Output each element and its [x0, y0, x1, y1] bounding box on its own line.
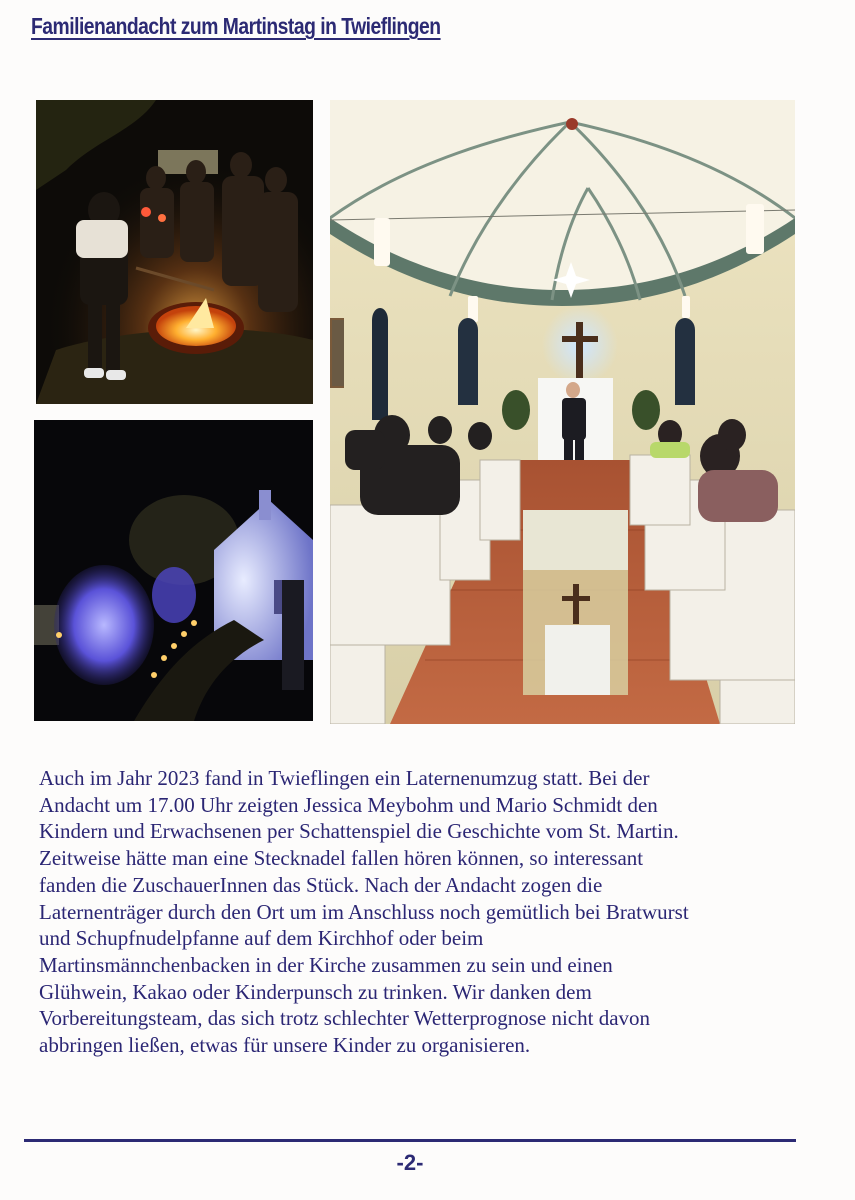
footer-divider — [24, 1139, 796, 1142]
page-number: -2- — [396, 1150, 424, 1175]
article-body: Auch im Jahr 2023 fand in Twieflingen ein Laternenumzug statt. Bei der Andacht um 17.00 Uhr zeigten Jessica Meybohm und Mario Schmidt den Kindern und Erwachsenen per Schattenspiel die Geschichte vom St. Martin. Zeitweise hätte man eine Stecknadel fallen hören können, so interessant fanden die ZuschauerInnen das Stück. Nach der Andacht zogen die Laternenträger durch den Ort um im Anschluss noch gemütlich bei Bratwurst und Schupfnudelpfanne auf dem Kirchhof oder beim Martinsmännchenbacken in der Kirche zusammen zu sein und einen Glühwein, Kakao oder Kinderpunsch zu trinken. Wir danken dem Vorbereitungsteam, das sich trotz schlechter Wetterprognose nicht davon abbringen ließen, etwas für unsere Kinder zu organisieren. — [39, 766, 689, 1058]
campfire-photo — [36, 100, 313, 404]
church-interior-photo — [330, 100, 795, 724]
page-title: Familienandacht zum Martinstag in Twieflingen — [31, 13, 441, 39]
illuminated-garden-photo — [34, 420, 313, 721]
